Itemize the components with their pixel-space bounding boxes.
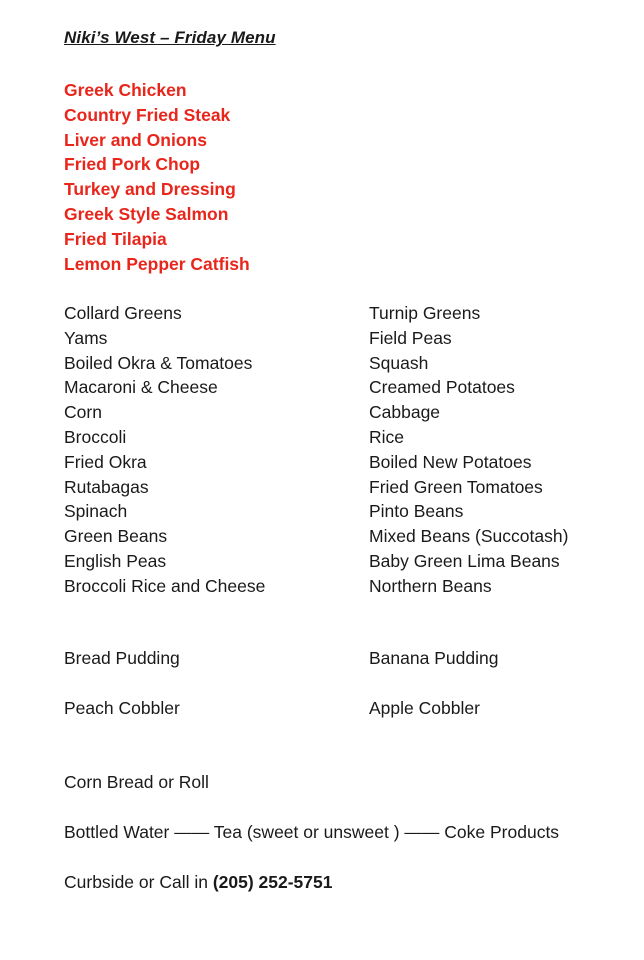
- bread-line: Corn Bread or Roll: [64, 772, 209, 792]
- vegetable-item: Baby Green Lima Beans: [369, 550, 560, 571]
- entree-item: Greek Chicken: [64, 80, 187, 100]
- vegetable-item: Broccoli: [64, 426, 127, 447]
- vegetable-item: Squash: [369, 352, 429, 373]
- vegetable-item: English Peas: [64, 550, 167, 571]
- vegetable-item: Macaroni & Cheese: [64, 377, 218, 398]
- vegetable-item: Spinach: [64, 501, 128, 522]
- entree-item: Turkey and Dressing: [64, 179, 236, 200]
- vegetable-item: Pinto Beans: [369, 501, 464, 522]
- vegetable-item: Collard Greens: [64, 303, 182, 323]
- entree-item: Country Fried Steak: [64, 104, 231, 125]
- vegetable-item: Mixed Beans (Succotash): [369, 526, 569, 547]
- phone-number: (205) 252-5751: [212, 872, 333, 892]
- menu-title: Niki’s West – Friday Menu: [64, 28, 276, 47]
- dessert-apple-cobbler: Apple Cobbler: [369, 698, 480, 718]
- vegetable-item: Northern Beans: [369, 575, 492, 596]
- dessert-bread-pudding: Bread Pudding: [64, 648, 180, 668]
- entree-list: [64, 78, 250, 276]
- vegetable-item: Turnip Greens: [369, 303, 481, 323]
- vegetable-item: Field Peas: [369, 327, 452, 348]
- vegetable-item: Cabbage: [369, 402, 441, 423]
- entree-item: Fried Pork Chop: [64, 154, 201, 175]
- vegetable-item: Corn: [64, 402, 102, 423]
- vegetable-list-left: [64, 301, 265, 599]
- vegetable-item: Yams: [64, 327, 108, 348]
- vegetable-item: Boiled New Potatoes: [369, 451, 532, 472]
- contact-prefix: Curbside or Call in: [64, 872, 213, 892]
- entree-item: Fried Tilapia: [64, 228, 167, 249]
- vegetable-item: Rice: [369, 426, 405, 447]
- vegetable-item: Rutabagas: [64, 476, 149, 497]
- dessert-peach-cobbler: Peach Cobbler: [64, 698, 180, 718]
- entree-item: Greek Style Salmon: [64, 203, 229, 224]
- drinks-line: Bottled Water —— Tea (sweet or unsweet ) —— Coke Products: [64, 822, 560, 842]
- dessert-banana-pudding: Banana Pudding: [369, 648, 499, 668]
- vegetable-item: Broccoli Rice and Cheese: [64, 575, 266, 596]
- entree-item: Liver and Onions: [64, 129, 207, 150]
- vegetable-item: Fried Green Tomatoes: [369, 476, 543, 497]
- vegetable-item: Fried Okra: [64, 451, 147, 472]
- vegetable-list-right: [369, 301, 568, 599]
- vegetable-item: Green Beans: [64, 526, 168, 547]
- vegetable-item: Boiled Okra & Tomatoes: [64, 352, 253, 373]
- entree-item: Lemon Pepper Catfish: [64, 253, 250, 274]
- contact-line: [64, 870, 332, 894]
- vegetable-item: Creamed Potatoes: [369, 377, 515, 398]
